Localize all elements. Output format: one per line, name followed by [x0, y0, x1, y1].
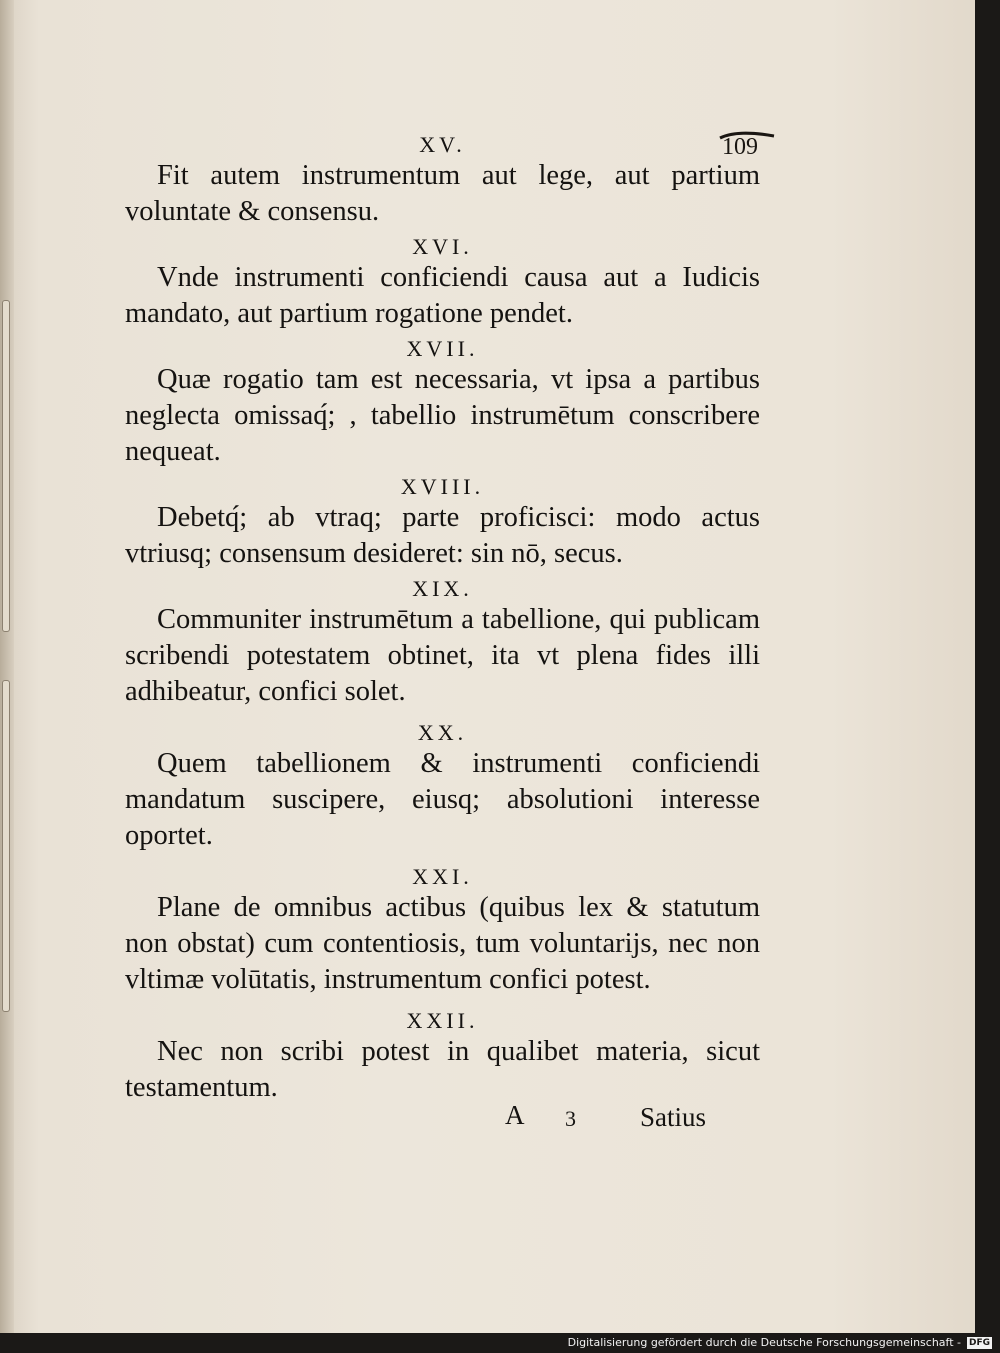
section-text: Plane de omnibus actibus (quibus lex & statutum non obstat) cum contentiosis, tum voluntarijs, nec non vltimæ volūtatis, instrumentum confici potest.: [125, 892, 760, 995]
digitization-credit: [568, 1334, 992, 1352]
section-number: XVIII.: [400, 474, 485, 499]
section-number: XXI.: [412, 864, 473, 889]
section-text: Quæ rogatio tam est necessaria, vt ipsa a partibus neglecta omissaq́; , tabellio instrumētum conscribere nequeat.: [125, 364, 760, 467]
section-number: XVI.: [412, 234, 473, 259]
main-text: [125, 128, 760, 1106]
binding-gutter: [0, 0, 14, 1333]
credit-text: Digitalisierung gefördert durch die Deutsche Forschungsgemeinschaft -: [567, 1336, 961, 1349]
section-number: XX.: [417, 720, 468, 745]
section-text: Communiter instrumētum a tabellione, qui publicam scribendi potestatem obtinet, ita vt plena fides illi adhibeatur, confici solet.: [125, 604, 760, 707]
binding-stitch: [2, 300, 10, 632]
section-number: XVII.: [406, 336, 479, 361]
section-text: Debetq́; ab vtraq; parte proficisci: modo actus vtriusq; consensum desideret: sin nō, secus.: [125, 502, 760, 569]
binding-stitch: [2, 680, 10, 1012]
section-number: XV.: [419, 132, 466, 157]
catchword: Satius: [640, 1102, 707, 1132]
section-text: Fit autem instrumentum aut lege, aut partium voluntate & consensu.: [125, 160, 760, 227]
section-text: Nec non scribi potest in qualibet materia, sicut testamentum.: [125, 1036, 760, 1103]
dfg-logo: DFG: [968, 1338, 990, 1348]
page-footer: [505, 1100, 735, 1140]
folio-text: 109: [722, 134, 758, 160]
section-text: Vnde instrumenti conficiendi causa aut a Iudicis mandato, aut partium rogatione pendet.: [125, 262, 760, 329]
section-text: Quem tabellionem & instrumenti conficiendi mandatum suscipere, eiusq; absolutioni interesse oportet.: [125, 748, 760, 851]
signature-mark: A: [505, 1100, 525, 1130]
signature-number: 3: [565, 1106, 576, 1131]
section-number: XXII.: [406, 1008, 479, 1033]
section-number: XIX.: [412, 576, 473, 601]
